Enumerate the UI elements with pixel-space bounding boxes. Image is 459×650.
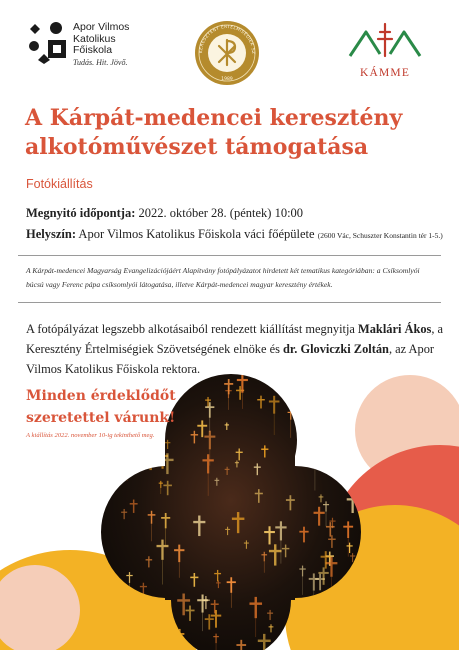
rector-name: dr. Gloviczki Zoltán	[283, 342, 389, 356]
divider-bottom	[18, 302, 441, 303]
kamme-name: KÁMME	[359, 67, 411, 79]
venue	[26, 227, 443, 242]
institution-motto: Tudás. Hit. Jövő.	[73, 57, 128, 67]
kesz-seal-logo	[194, 20, 260, 86]
page-subtitle: Fotókiállítás	[26, 177, 93, 191]
opening-time	[26, 206, 303, 221]
seal-text: KERESZTÉNY ÉRTELMISÉGIEK SZ	[197, 23, 257, 55]
apor-emblem-icon	[26, 20, 70, 64]
divider-top	[18, 255, 441, 256]
cross-mark	[343, 448, 350, 476]
body-part2: , a Keresztény Értelmiségiek Szövetségének elnöke és	[26, 322, 444, 356]
cross-mark	[123, 455, 131, 481]
cross-mark	[332, 420, 343, 438]
apor-text	[73, 22, 146, 68]
invitation	[26, 385, 196, 429]
seal-year: 1989	[221, 77, 233, 82]
apor-logo	[26, 20, 146, 84]
opening-label: Megnyitó időpontja:	[26, 206, 136, 220]
venue-value: Apor Vilmos Katolikus Főiskola váci főépülete	[76, 227, 318, 241]
validity-note: A kiállítás 2022. november 10-ig tekinthető meg.	[26, 432, 155, 439]
invite-line2: szeretettel várunk!	[26, 410, 176, 426]
intro-text: A Kárpát-medencei Magyarság Evangelizációjáért Alapítvány fotópályázatot hirdetett két tematikus kategóriában: a Csíksomlyói búcsú vagy Ferenc pápa csíksomlyói látogatása, illetve Kárpát-medencei magyar keresztény értékek.	[26, 266, 420, 289]
body-text	[26, 319, 444, 379]
cross-mark	[330, 378, 337, 402]
page-title: A Kárpát-medencei keresztény alkotóművészet támogatása	[25, 105, 403, 160]
invite-line1: Minden érdeklődőt	[26, 388, 176, 404]
venue-address: (2600 Vác, Schuszter Konstantin tér 1-5.)	[317, 231, 443, 240]
opener-name: Maklári Ákos	[358, 322, 432, 336]
institution-line1: Apor Vilmos	[73, 21, 130, 33]
cross-mark	[144, 448, 157, 470]
double-cross-icon	[378, 24, 392, 56]
body-part1: A fotópályázat legszebb alkotásaiból rendezett kiállítást megnyitja	[26, 322, 359, 336]
venue-label: Helyszín:	[26, 227, 76, 241]
body-part3: , az Apor Vilmos Katolikus Főiskola rektora.	[26, 342, 435, 376]
opening-value: 2022. október 28. (péntek) 10:00	[135, 206, 304, 220]
institution-line2: Katolikus Főiskola	[73, 32, 116, 56]
